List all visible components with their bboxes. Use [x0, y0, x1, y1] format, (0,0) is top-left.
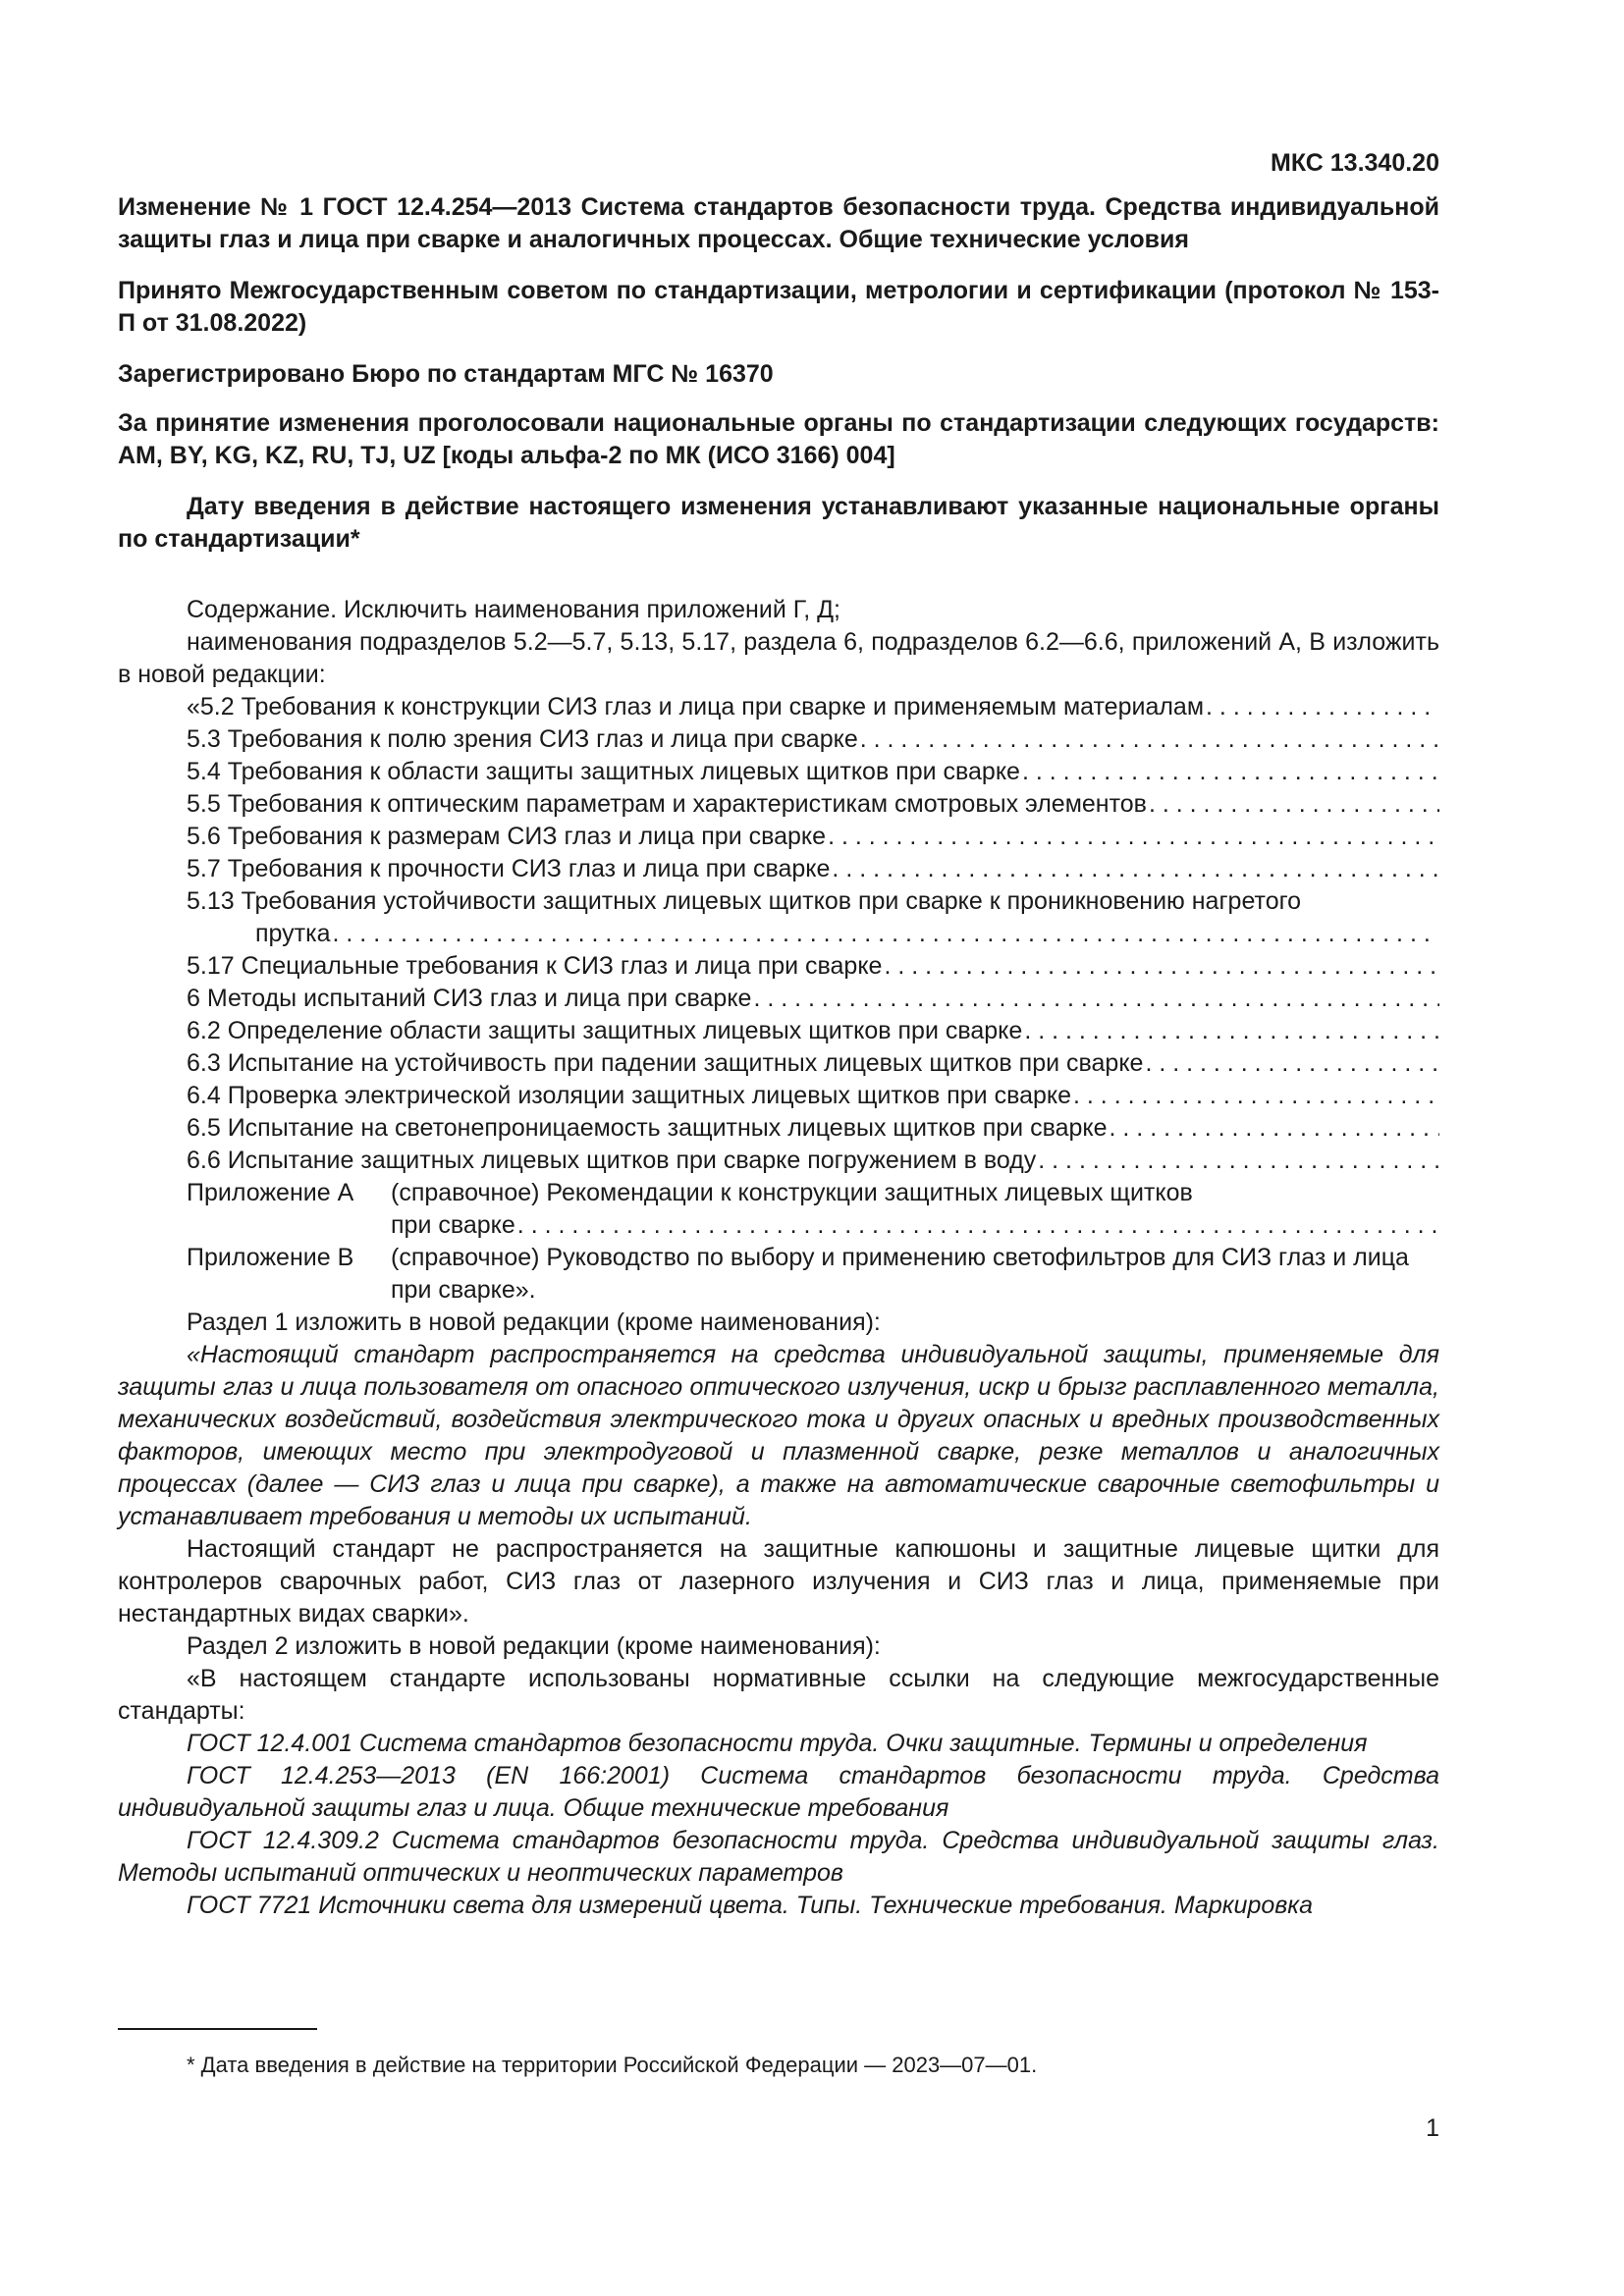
toc-appendix-a: Приложение А (справочное) Рекомендации к конструкции защитных лицевых щитков	[187, 1179, 1193, 1206]
toc-entry: «5.2 Требования к конструкции СИЗ глаз и лица при сварке и применяемым материалам . . .	[118, 691, 1439, 723]
toc-appendix-a-cont: при сварке . . .	[118, 1209, 1439, 1242]
document-page	[118, 0, 1439, 2296]
toc-entry: 5.6 Требования к размерам СИЗ глаз и лица при сварке . . .	[118, 821, 1439, 853]
toc-entry-513: 5.13 Требования устойчивости защитных лицевых щитков при сварке к проникновению нагретого	[187, 887, 1302, 915]
section1-instruction: Раздел 1 изложить в новой редакции (кроме наименования):	[187, 1308, 881, 1336]
toc-entry: 5.7 Требования к прочности СИЗ глаз и лица при сварке . . .	[118, 853, 1439, 885]
section2-instruction: Раздел 2 изложить в новой редакции (кроме наименования):	[187, 1632, 881, 1660]
section1-exclusion-text: Настоящий стандарт не распространяется на защитные капюшоны и защитные лицевые щитки для контролеров сварочных работ, СИЗ глаз от лазерного излучения и СИЗ глаз и лица, применяемые при нестандартных видах сварки».	[118, 1535, 1439, 1628]
amendment-title: Изменение № 1 ГОСТ 12.4.254—2013 Система стандартов безопасности труда. Средства индивидуальной защиты глаз и лица при сварке и аналогичных процессах. Общие технические условия	[118, 193, 1439, 253]
section1-scope-text: «Настоящий стандарт распространяется на средства индивидуальной защиты, применяемые для защиты глаз и лица пользователя от опасного оптического излучения, искр и брызг расплавленного металла, механических воздействий, воздействия электрического тока и других опасных и вредных производственных факторов, имеющих место при электродуговой и плазменной сварке, резке металлов и аналогичных процессах (далее — СИЗ глаз и лица при сварке), а также на автоматические сварочные светофильтры и устанавливает требования и методы их испытаний.	[118, 1341, 1439, 1530]
toc-appendix-b: Приложение В (справочное) Руководство по выбору и применению светофильтров для СИЗ глаз и лица при сварке».	[187, 1244, 1409, 1304]
toc-entry: 5.3 Требования к полю зрения СИЗ глаз и лица при сварке . . .	[118, 723, 1439, 756]
normative-reference: ГОСТ 12.4.253—2013 (EN 166:2001) Система стандартов безопасности труда. Средства индивидуальной защиты глаз и лица. Общие технические требования	[118, 1762, 1439, 1822]
footnote: * Дата введения в действие на территории Российской Федерации — 2023—07—01.	[187, 2053, 1038, 2077]
voting-statement: За принятие изменения проголосовали национальные органы по стандартизации следующих государств: AM, BY, KG, KZ, RU, TJ, UZ [коды альфа-2 по МК (ИСО 3166) 004]	[118, 409, 1439, 469]
mks-code: МКС 13.340.20	[1271, 149, 1439, 177]
section2-intro-text: «В настоящем стандарте использованы нормативные ссылки на следующие межгосударственные стандарты:	[118, 1665, 1439, 1725]
toc-entry: 6.3 Испытание на устойчивость при падении защитных лицевых щитков при сварке . . .	[118, 1047, 1439, 1080]
toc-entry: 6.6 Испытание защитных лицевых щитков при сварке погружением в воду . . .	[118, 1145, 1439, 1177]
normative-reference: ГОСТ 12.4.001 Система стандартов безопасности труда. Очки защитные. Термины и определения	[187, 1730, 1368, 1757]
normative-reference: ГОСТ 12.4.309.2 Система стандартов безопасности труда. Средства индивидуальной защиты глаз. Методы испытаний оптических и неоптических параметров	[118, 1827, 1439, 1887]
amendment-body	[118, 594, 1439, 1922]
toc-entry: 6.5 Испытание на светонепроницаемость защитных лицевых щитков при сварке . . .	[118, 1112, 1439, 1145]
contents-instruction-2: наименования подразделов 5.2—5.7, 5.13, 5.17, раздела 6, подразделов 6.2—6.6, приложений А, В изложить в новой редакции:	[118, 628, 1439, 688]
toc-entry: 6.4 Проверка электрической изоляции защитных лицевых щитков при сварке . . .	[118, 1080, 1439, 1112]
toc-entry: 5.4 Требования к области защиты защитных лицевых щитков при сварке . . .	[118, 756, 1439, 788]
contents-instruction: Содержание. Исключить наименования приложений Г, Д;	[187, 596, 840, 623]
page-number: 1	[1426, 2114, 1439, 2142]
toc-entry: 5.5 Требования к оптическим параметрам и характеристикам смотровых элементов . . .	[118, 788, 1439, 821]
normative-reference: ГОСТ 7721 Источники света для измерений цвета. Типы. Технические требования. Маркировка	[187, 1892, 1314, 1919]
footnote-divider	[118, 2028, 317, 2030]
registration-statement: Зарегистрировано Бюро по стандартам МГС № 16370	[118, 360, 774, 388]
toc-entry-513-cont: прутка . . .	[118, 918, 1439, 950]
adopted-statement: Принято Межгосударственным советом по стандартизации, метрологии и сертификации (протокол № 153-П от 31.08.2022)	[118, 277, 1439, 337]
effective-date-statement: Дату введения в действие настоящего изменения устанавливают указанные национальные органы по стандартизации*	[118, 493, 1439, 553]
toc-entry: 6 Методы испытаний СИЗ глаз и лица при сварке . . .	[118, 983, 1439, 1015]
toc-entry: 5.17 Специальные требования к СИЗ глаз и лица при сварке . . .	[118, 950, 1439, 983]
toc-entry: 6.2 Определение области защиты защитных лицевых щитков при сварке . . .	[118, 1015, 1439, 1047]
